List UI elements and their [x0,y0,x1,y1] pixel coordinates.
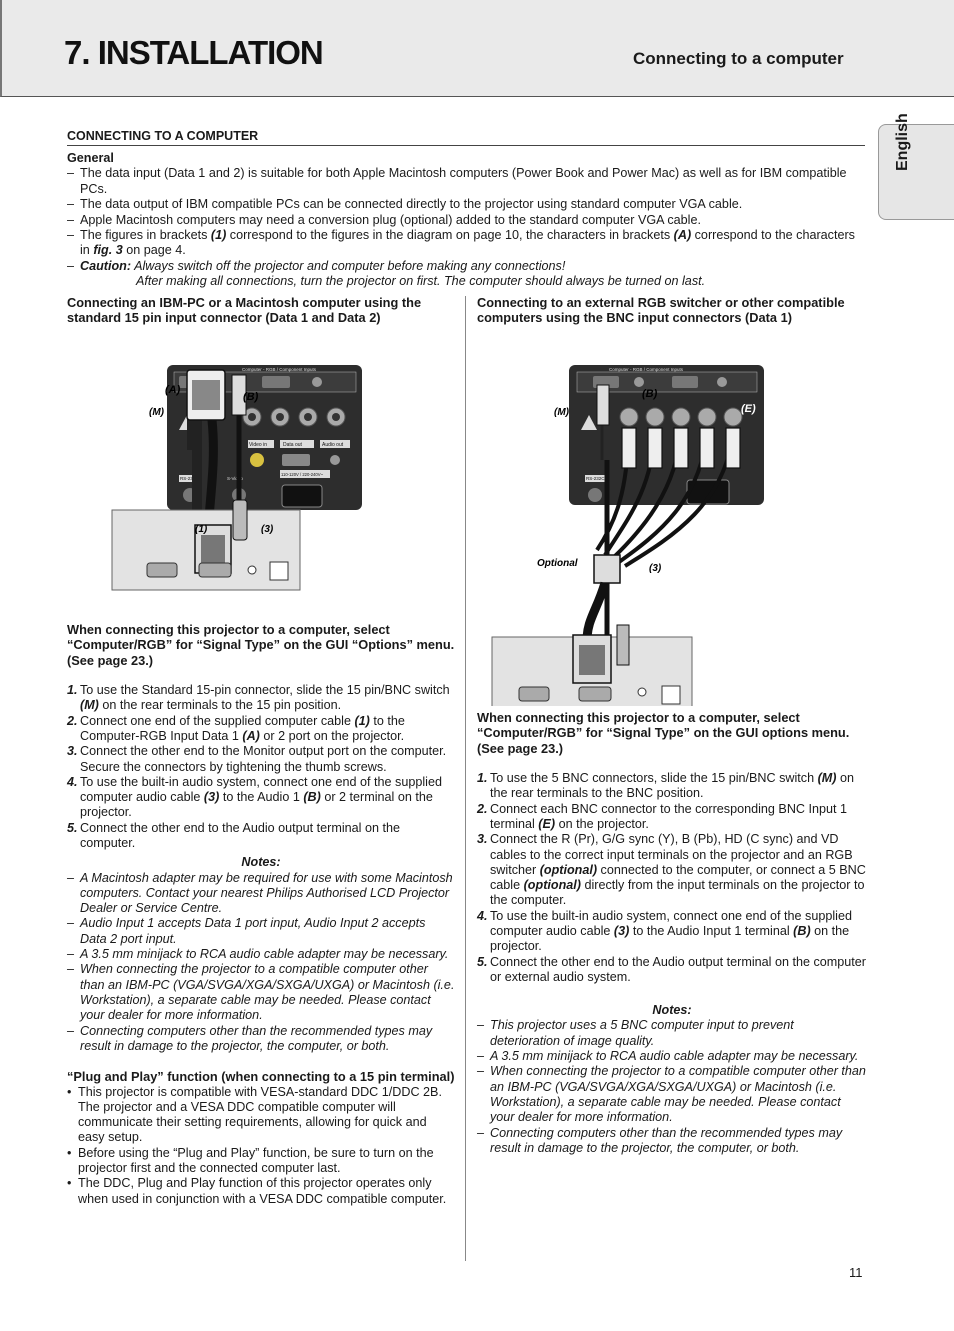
svideo-label: S-Video [227,475,243,481]
note: – When connecting the projector to a compatible computer other than an IBM-PC (VGA/SVGA/XGA/SXGA/UXGA) or Macintosh (i.e. Workstation), a separate cable may be needed. Please contact your dealer for more information. [477,1064,866,1125]
page-number: 11 [849,1265,863,1280]
column-divider [465,296,466,1261]
note: – Audio Input 1 accepts Data 1 port input, Audio Input 2 accepts Data 2 port input. [67,916,426,946]
general-item-brackets: – The figures in brackets (1) correspond to the figures in the diagram on page 10, the characters in brackets (A) correspond to the characters in fig. 3 on page 4. [67,228,855,258]
note: – This projector uses a 5 BNC computer input to prevent deterioration of image quality. [477,1018,794,1048]
chapter-title: 7. INSTALLATION [64,34,323,71]
note: – A 3.5 mm minijack to RCA audio cable adapter may be necessary. [67,947,449,962]
figure-15pin-connection [67,330,455,610]
pnp-list [67,1085,455,1207]
general-item: – The data input (Data 1 and 2) is suitable for both Apple Macintosh computers (Power Book and Power Mac) as well as for IBM compatible PCs. [67,166,847,196]
left-notes [67,871,455,1055]
step: 3. Connect the other end to the Monitor output port on the computer. Secure the connectors by tightening the thumb screws. [67,744,447,774]
general-item: – Apple Macintosh computers may need a conversion plug (optional) added to the standard computer VGA cable. [67,212,701,227]
mains-label: 110-120V / 220-240V~ [281,471,323,477]
step: 4. To use the built-in audio system, connect one end of the supplied computer audio cable (3) to the Audio Input 1 terminal (B) on the projector. [477,908,852,954]
left-column [67,295,455,1207]
pnp-item: • Before using the “Plug and Play” function, be sure to turn on the projector first and the connected computer last. [67,1145,434,1176]
right-steps [477,771,867,985]
right-notes-heading: Notes: [652,1003,692,1018]
step: 1. To use the 5 BNC connectors, slide the 15 pin/BNC switch (M) on the rear terminals to the BNC position. [477,771,855,801]
label-B: (B) [243,390,259,403]
right-notes [477,1018,867,1156]
language-tab-label: English [894,113,911,171]
note: – When connecting the projector to a compatible computer other than an IBM-PC (VGA/SVGA/XGA/SXGA/UXGA) or Macintosh (i.e. Workstation), a separate cable may be needed. Please contact your dealer for more information. [67,962,455,1023]
step: 2. Connect one end of the supplied computer cable (1) to the Computer-RGB Input Data 1 (A) or 2 port on the projector. [67,713,405,743]
pnp-heading: “Plug and Play” function (when connecting to a 15 pin terminal) [67,1069,455,1085]
note: – Connecting computers other than the recommended types may result in damage to the projector, the computer, or both. [477,1125,843,1155]
label-3: (3) [261,523,274,535]
caution-line-2: After making all connections, turn the projector on first. The computer should always be turned on last. [136,274,706,289]
general-heading: General [67,151,114,165]
video-in-label: Video in [249,441,267,448]
label-A: (A) [165,383,181,396]
right-column [477,295,867,1156]
note: – Connecting computers other than the recommended types may result in damage to the projector, the computer, or both. [67,1023,433,1053]
section-title: CONNECTING TO A COMPUTER [67,129,259,143]
label-B-right: (B) [642,387,658,400]
left-notes-heading: Notes: [241,855,281,870]
rs232c-label-right: RS-232C [586,475,605,481]
general-item: – The data output of IBM compatible PCs can be connected directly to the projector using standard computer VGA cable. [67,197,743,212]
caution-label: Caution: [80,258,132,273]
pnp-item: • This projector is compatible with VESA-standard DDC 1/DDC 2B. The projector and a VESA DDC compatible computer will communicate their setting requirements, allowing for quick and easy setup. [67,1084,442,1145]
caution-item: – Caution: Always switch off the projector and computer before making any connections! [67,258,566,273]
label-M-right: (M) [554,406,569,418]
figure-15pin-svg [67,330,455,610]
right-select-note: When connecting this projector to a computer, select “Computer/RGB” for “Signal Type” on the GUI options menu. (See page 23.) [477,709,850,756]
panel-title-right: Computer - RGB / Component Inputs [609,366,684,372]
step: 5. Connect the other end to the Audio output terminal on the computer or external audio system. [477,954,866,984]
label-M: (M) [149,406,164,418]
step: 4. To use the built-in audio system, connect one end of the supplied computer audio cable (3) to the Audio 1 (B) or 2 terminal on the projector. [67,774,442,820]
section-rule [67,145,865,146]
rs232c-label: RS-232C [180,475,199,481]
step: 2. Connect each BNC connector to the corresponding BNC Input 1 terminal (E) on the projector. [477,801,848,831]
optional-label: Optional [537,557,578,569]
left-steps [67,683,455,851]
left-select-note: When connecting this projector to a computer, select “Computer/RGB” for “Signal Type” on the GUI “Options” menu. (See page 23.) [67,621,455,668]
right-heading: Connecting to an external RGB switcher or other compatible computers using the BNC input connectors (Data 1) [477,295,845,326]
audio-out-label: Audio out [322,441,344,448]
figure-bnc-svg [477,330,867,706]
figure-bnc-connection [477,330,867,706]
note: – A Macintosh adapter may be required for use with some Macintosh computers. Contact your nearest Philips Authorised LCD Projector Dealer or Service Centre. [67,870,453,916]
pnp-item: • The DDC, Plug and Play function of this projector operates only when used in conjunction with a VESA DDC compatible computer. [67,1176,447,1206]
step: 1. To use the Standard 15-pin connector, slide the 15 pin/BNC switch (M) on the rear terminals to the 15 pin position. [67,683,450,713]
step: 3. Connect the R (Pr), G/G sync (Y), B (Pb), HD (C sync) and VD cables to the correct input terminals on the projector and an RGB switcher (optional) connected to the computer, or connect a 5 BNC cable (optional) directly from the input terminals on the projector to the computer. [477,832,866,908]
data-out-label: Data out [283,441,302,448]
general-section [67,151,867,290]
label-E: (E) [741,402,756,415]
label-3-right: (3) [649,562,662,574]
left-heading: Connecting an IBM-PC or a Macintosh computer using the standard 15 pin input connector (Data 1 and Data 2) [67,295,422,326]
panel-title: Computer - RGB / Component Inputs [242,366,317,372]
language-tab [878,113,954,220]
page-subtitle: Connecting to a computer [633,49,844,68]
page-header [0,0,954,97]
note: – A 3.5 mm minijack to RCA audio cable adapter may be necessary. [477,1049,859,1064]
label-1: (1) [195,523,208,535]
step: 5. Connect the other end to the Audio output terminal on the computer. [67,820,400,850]
